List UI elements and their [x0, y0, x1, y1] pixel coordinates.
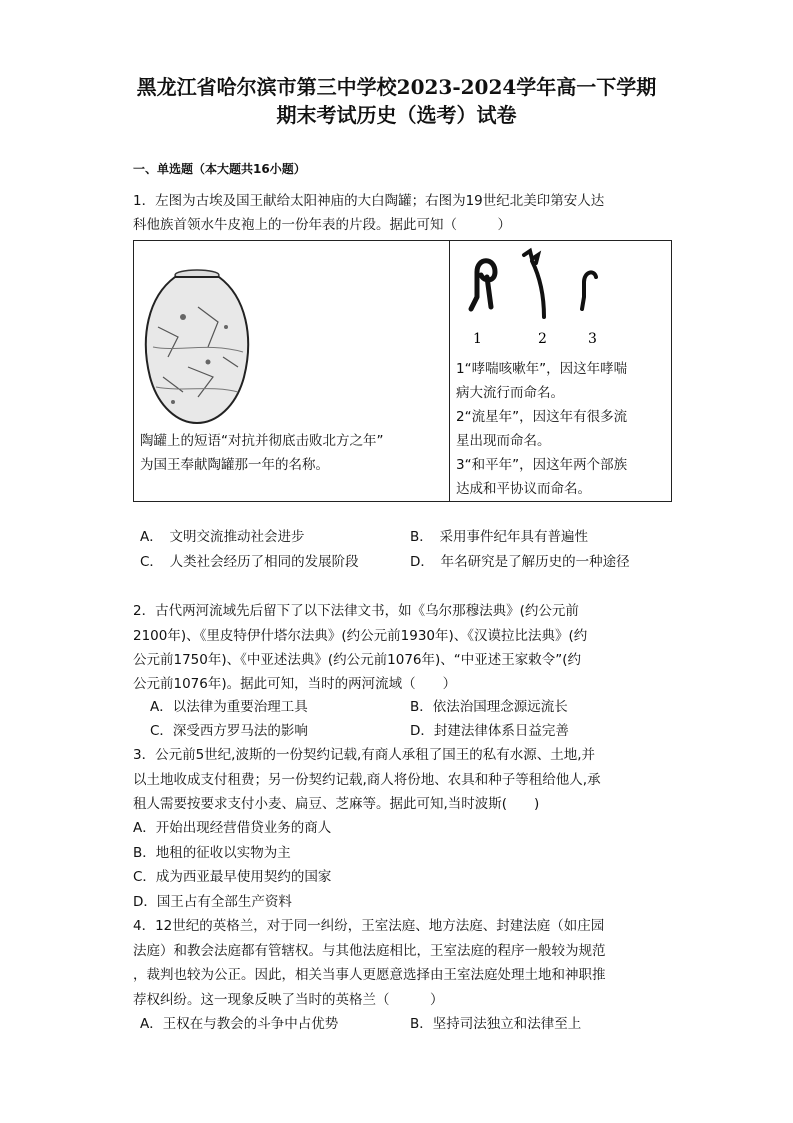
exam-title-line1: 黑龙江省哈尔滨市第三中学校2023-2024学年高一下学期 — [136, 75, 657, 99]
jar-caption-line1: 陶罐上的短语“对抗并彻底击败北方之年” — [140, 433, 384, 449]
q2-option-d[interactable]: D．封建法律体系日益完善 — [410, 723, 569, 739]
q2-stem-line3: 公元前1750年)、《中亚述法典》(约公元前1076年)、“中亚述王家敕令”(约 — [133, 652, 582, 668]
q4-stem-line2: 法庭）和教会法庭都有管辖权。与其他法庭相比，王室法庭的程序一般较为规范 — [133, 943, 606, 959]
q4-stem-line4: 荐权纠纷。这一现象反映了当时的英格兰（ ） — [133, 992, 444, 1008]
q2-option-c[interactable]: C．深受西方罗马法的影响 — [150, 723, 308, 739]
q1-figure-table — [133, 240, 672, 502]
q3-option-b[interactable]: B．地租的征收以实物为主 — [133, 845, 291, 861]
right-text-line1: 1“哮喘咳嗽年”，因这年哮喘 — [456, 361, 628, 377]
pictograph-peace-icon — [572, 247, 622, 347]
q1-option-a[interactable]: A． 文明交流推动社会进步 — [140, 529, 305, 545]
right-text-line6: 达成和平协议而命名。 — [456, 481, 591, 497]
q2-stem-line4: 公元前1076年)。据此可知，当时的两河流域（ ） — [133, 676, 457, 692]
q3-option-c[interactable]: C．成为西亚最早使用契约的国家 — [133, 869, 332, 885]
right-text-line2: 病大流行而命名。 — [456, 385, 564, 401]
jar-caption-line2: 为国王奉献陶罐那一年的名称。 — [140, 457, 329, 473]
q2-stem-line2: 2100年)、《里皮特伊什塔尔法典》(约公元前1930年)、《汉谟拉比法典》(约 — [133, 628, 588, 644]
q3-option-d[interactable]: D．国王占有全部生产资料 — [133, 894, 292, 910]
q1-option-c[interactable]: C． 人类社会经历了相同的发展阶段 — [140, 554, 359, 570]
q2-option-a[interactable]: A．以法律为重要治理工具 — [150, 699, 308, 715]
jar-illustration — [138, 267, 256, 427]
right-text-line4: 星出现而命名。 — [456, 433, 551, 449]
table-divider — [449, 241, 450, 501]
q1-stem-line1: 1．左图为古埃及国王献给太阳神庙的大白陶罐；右图为19世纪北美印第安人达 — [133, 193, 605, 209]
pictograph-cough-icon — [459, 247, 509, 347]
exam-title-line2: 期末考试历史（选考）试卷 — [276, 103, 517, 127]
q3-stem-line1: 3．公元前5世纪,波斯的一份契约记载,有商人承租了国王的私有水源、土地,并 — [133, 747, 596, 763]
right-text-line5: 3“和平年”，因这年两个部族 — [456, 457, 628, 473]
q3-stem-line2: 以土地收成支付租费；另一份契约记载,商人将份地、农具和种子等租给他人,承 — [133, 772, 601, 788]
q1-option-d[interactable]: D． 年名研究是了解历史的一种途径 — [410, 554, 630, 570]
right-text-line3: 2“流星年”，因这年有很多流 — [456, 409, 628, 425]
q4-stem-line3: ，裁判也较为公正。因此，相关当事人更愿意选择由王室法庭处理土地和神职推 — [133, 967, 606, 983]
q4-option-b[interactable]: B．坚持司法独立和法律至上 — [410, 1016, 582, 1032]
q2-stem-line1: 2．古代两河流域先后留下了以下法律文书，如《乌尔那穆法典》(约公元前 — [133, 603, 579, 619]
section-heading: 一、单选题（本大题共16小题） — [133, 162, 306, 176]
q1-stem-line2: 科他族首领水牛皮袍上的一份年表的片段。据此可知（ ） — [133, 217, 511, 233]
q3-stem-line3: 租人需要按要求支付小麦、扁豆、芝麻等。据此可知,当时波斯( ) — [133, 796, 540, 812]
q4-option-a[interactable]: A．王权在与教会的斗争中占优势 — [140, 1016, 339, 1032]
picto-label-2: 2 — [538, 331, 547, 347]
q4-stem-line1: 4．12世纪的英格兰，对于同一纠纷，王室法庭、地方法庭、封建法庭（如庄园 — [133, 918, 605, 934]
pictograph-meteor-icon — [516, 247, 566, 347]
q1-option-b[interactable]: B． 采用事件纪年具有普遍性 — [410, 529, 589, 545]
q2-option-b[interactable]: B．依法治国理念源远流长 — [410, 699, 568, 715]
picto-label-1: 1 — [473, 331, 482, 347]
q3-option-a[interactable]: A．开始出现经营借贷业务的商人 — [133, 820, 332, 836]
picto-label-3: 3 — [588, 331, 597, 347]
